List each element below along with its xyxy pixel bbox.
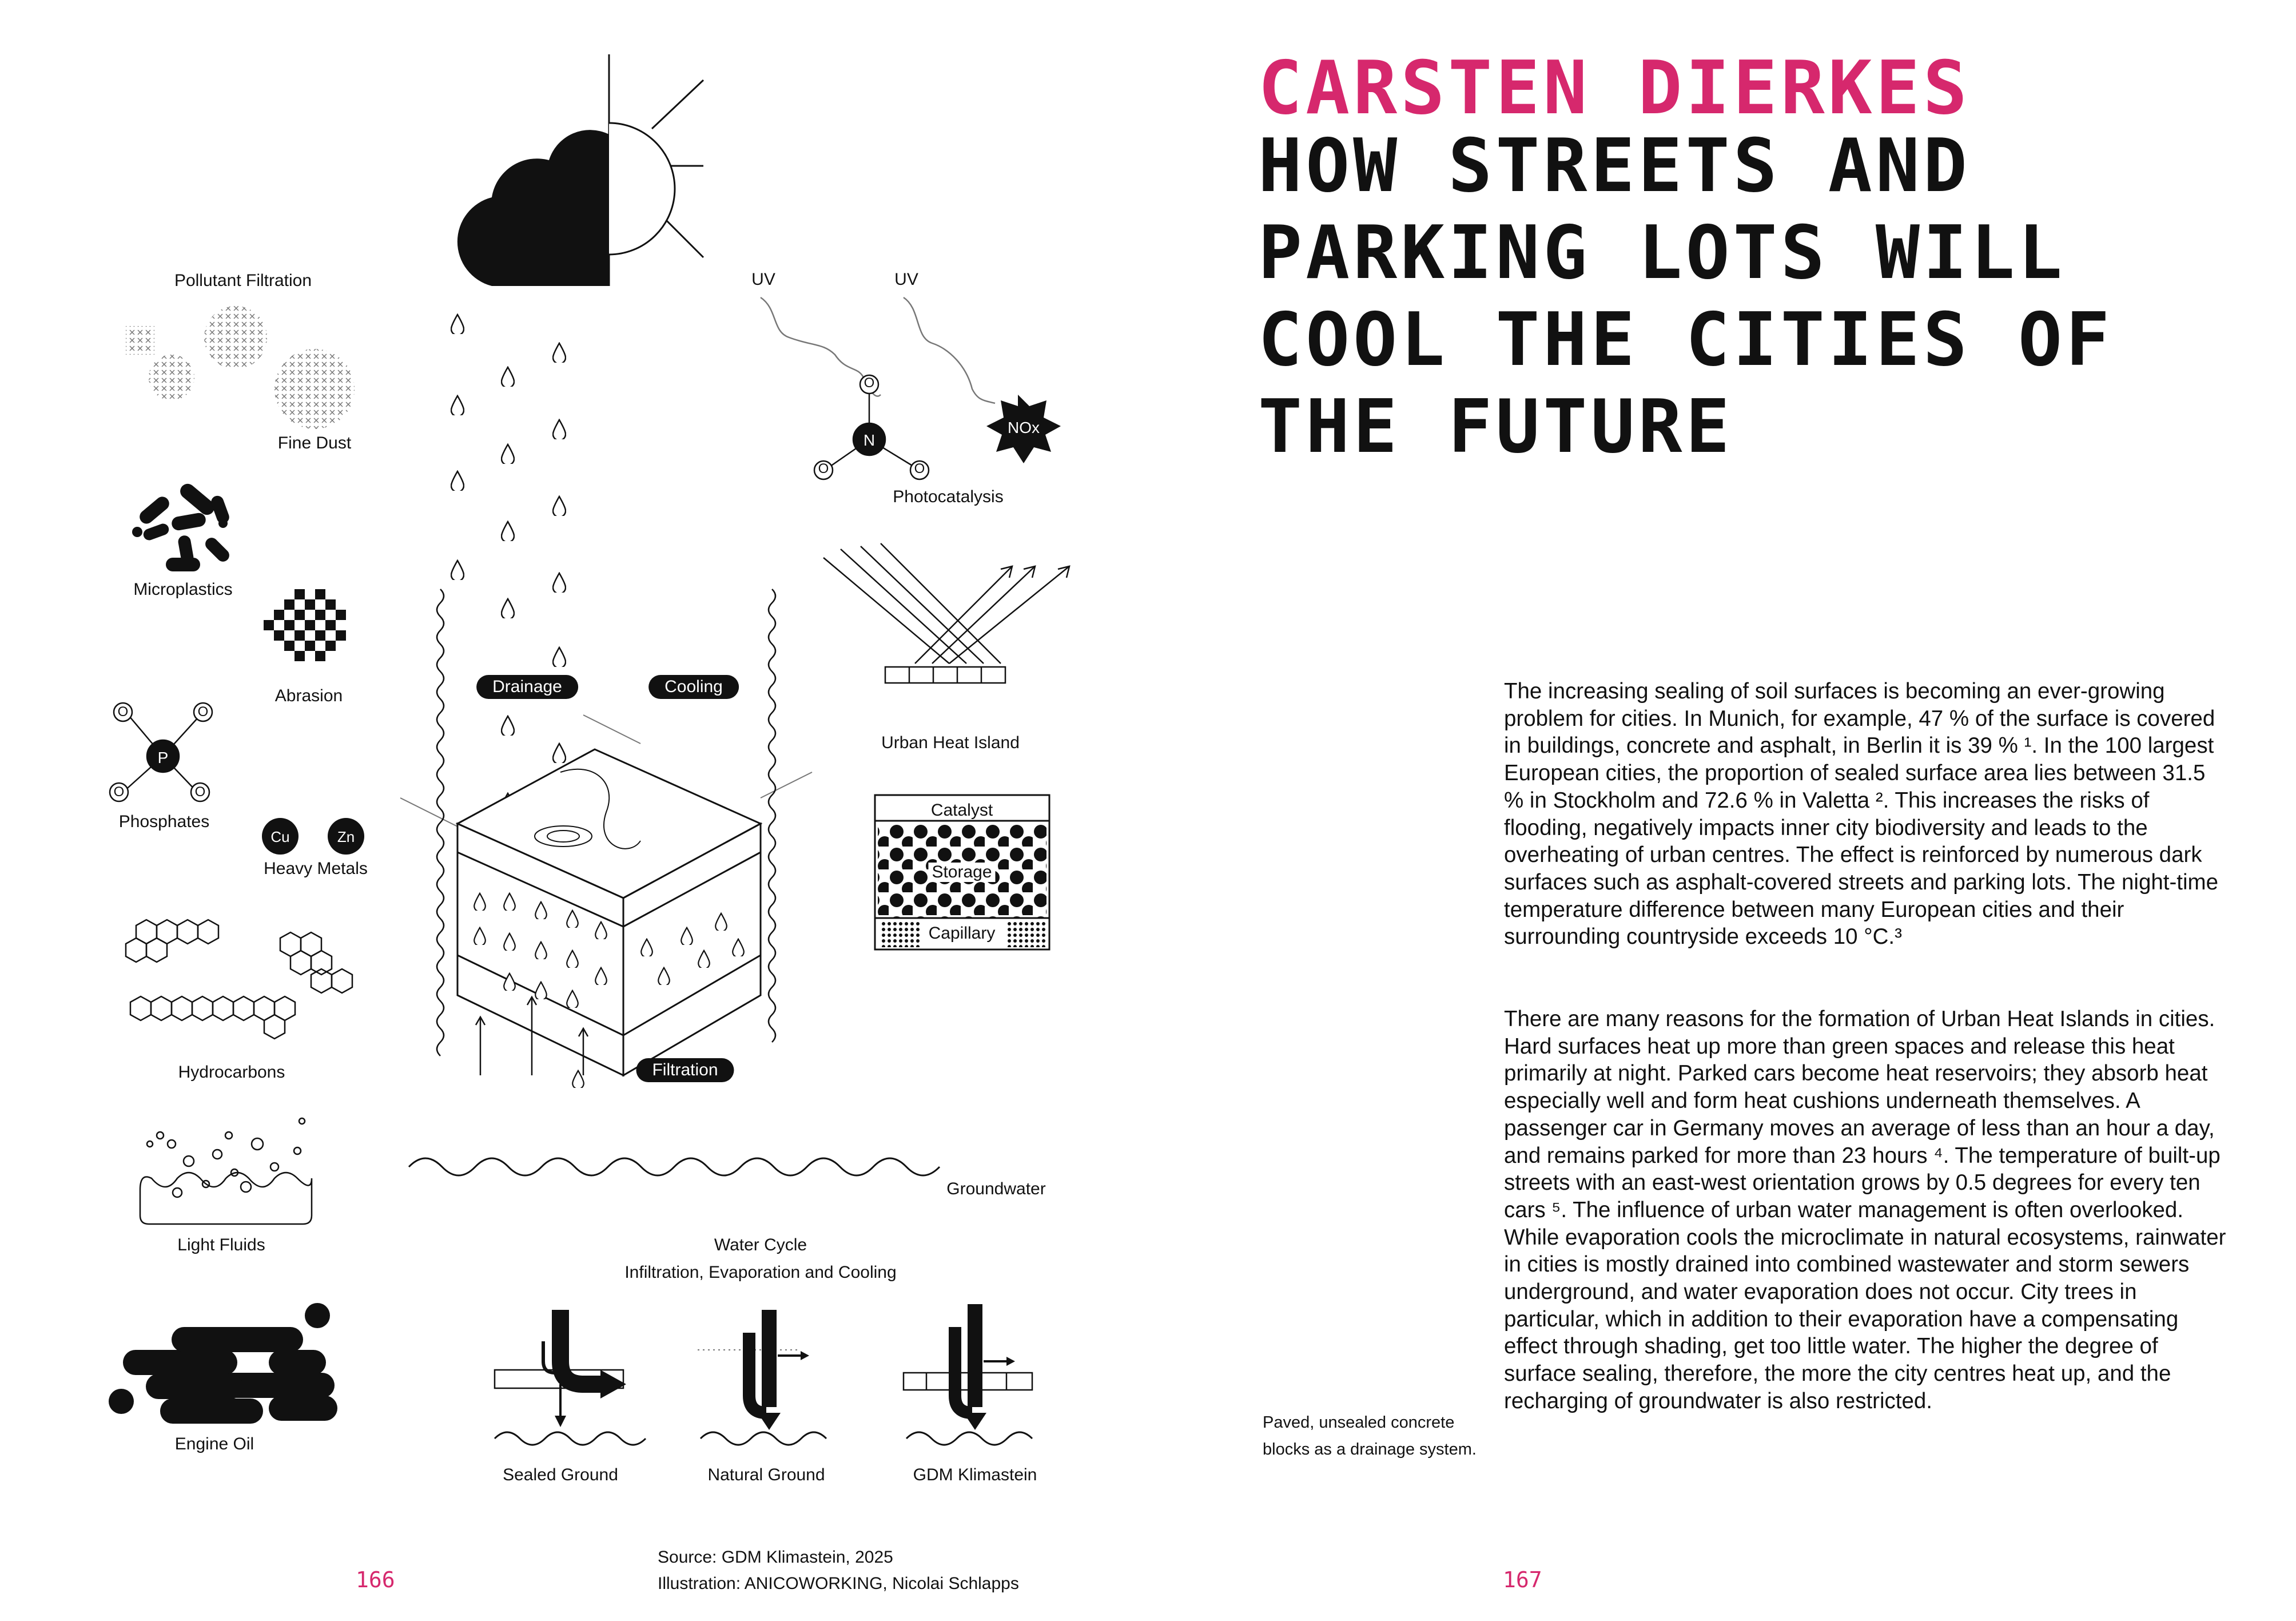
microplastics-label: Microplastics [133, 580, 233, 599]
article-title [1258, 123, 2230, 471]
cloud-sun-icon [457, 54, 703, 286]
microplastics-icon [132, 481, 232, 571]
gdm-klimastein-label: GDM Klimastein [913, 1465, 1037, 1484]
oxygen-atom: O [194, 784, 206, 800]
oxygen-atom: O [864, 375, 875, 391]
hydrocarbons-icon [126, 920, 352, 1039]
engine-oil-label: Engine Oil [174, 1435, 254, 1453]
water-cycle-title: Water Cycle [714, 1235, 807, 1254]
sealed-ground-label: Sealed Ground [503, 1465, 618, 1484]
uv-label: UV [751, 270, 775, 289]
evaporation-wave-right [769, 589, 775, 1042]
page-number-right: 167 [1503, 1567, 1542, 1592]
oxygen-atom: O [914, 461, 925, 476]
heavy-metals-label: Heavy Metals [264, 859, 368, 878]
uv-wave-2 [904, 297, 995, 403]
fine-dust-label: Fine Dust [277, 434, 352, 452]
abrasion-label: Abrasion [274, 686, 343, 705]
title-line: COOL THE CITIES OF [1258, 297, 2114, 383]
oxygen-atom: O [117, 704, 129, 720]
phosphorus-atom: P [157, 749, 169, 766]
urban-heat-island-label: Urban Heat Island [881, 733, 1020, 752]
page-number-left: 166 [356, 1567, 395, 1592]
illustration-credit: Illustration: ANICOWORKING, Nicolai Schlapps [658, 1574, 1019, 1593]
zinc-symbol: Zn [337, 828, 355, 845]
water-cycle-subtitle: Infiltration, Evaporation and Cooling [624, 1263, 897, 1282]
source-line: Source: GDM Klimastein, 2025 [658, 1548, 893, 1567]
title-line: HOW STREETS AND [1258, 124, 1971, 209]
oxygen-atom: O [197, 704, 209, 720]
image-credits [658, 1544, 1019, 1597]
capillary-label: Capillary [928, 924, 996, 943]
phosphates-label: Phosphates [118, 812, 210, 831]
oxygen-atom: O [818, 461, 829, 476]
engine-oil-icon [109, 1303, 337, 1424]
heat-reflection-icon [823, 543, 1069, 683]
body-paragraph: There are many reasons for the formation of Urban Heat Islands in cities. Hard surfaces heat up more than green spaces and release this heat primarily at night. Parked cars become heat reservoirs; they absorb heat especially well and form heat cushions underneath themselves. A passenger car in Germany moves an average of less than an hour a day, and remains parked for more than 23 hours ⁴. The temperature of built-up streets with an east-west orientation grows by 0.5 degrees for every ten cars ⁵. The influence of urban water management is often overlooked. While evaporation cools the microclimate in natural ecosystems, rainwater in cities is mostly drained into combined wastewater and storm sewers underground, and water evaporation does not occur. City trees in particular, which in addition to their evaporation have a compensating effect through shading, get too little water. The higher the degree of surface sealing, therefore, the more the city centres heat up, and the recharging of groundwater is also restricted. [1504, 1007, 2226, 1413]
author-name: CARSTEN DIERKES [1258, 46, 1971, 131]
natural-ground-diagram [698, 1310, 826, 1445]
gdm-klimastein-diagram [904, 1304, 1032, 1445]
uv-label: UV [894, 270, 918, 289]
evaporation-wave-left [437, 589, 444, 1056]
catalyst-label: Catalyst [930, 801, 993, 820]
image-caption: Paved, unsealed concrete blocks as a drainage system. [1263, 1413, 1477, 1459]
copper-symbol: Cu [270, 828, 290, 845]
drainage-pill: Drainage [476, 675, 578, 699]
natural-ground-label: Natural Ground [707, 1465, 825, 1484]
light-fluids-label: Light Fluids [177, 1235, 265, 1254]
cooling-pill: Cooling [648, 675, 739, 699]
pollutant-filtration-label: Pollutant Filtration [174, 271, 312, 290]
nitrogen-atom: N [863, 431, 876, 449]
rain-drops [451, 315, 566, 814]
body-paragraph: The increasing sealing of soil surfaces is becoming an ever-growing problem for cities. In Munich, for example, 47 % of the surface is covered in buildings, concrete and asphalt, in Berlin it is 39 % ¹. In the 100 largest European cities, the proportion of sealed surface area lies between 31.5 % in Stockholm and 72.6 % in Valetta ². This increases the risks of flooding, negatively impacts inner city biodiversity and leads to the overheating of urban centres. The effect is reinforced by numerous dark surfaces such as asphalt-covered streets and parking lots. The night-time temperature difference between many European cities and their surrounding countryside exceeds 10 °C.³ [1504, 679, 2219, 949]
title-line: PARKING LOTS WILL [1258, 210, 2066, 296]
nox-label: NOx [1008, 419, 1040, 436]
photocatalysis-label: Photocatalysis [893, 487, 1004, 506]
fine-dust-icon [126, 306, 355, 429]
groundwater-label: Groundwater [946, 1179, 1046, 1198]
hydrocarbons-label: Hydrocarbons [178, 1063, 285, 1082]
isometric-paver-block [400, 715, 812, 1075]
title-line: THE FUTURE [1258, 384, 1733, 470]
groundwater-wave [409, 1158, 940, 1175]
storage-label: Storage [928, 863, 995, 882]
light-fluids-icon [140, 1118, 312, 1224]
filtration-pill: Filtration [636, 1058, 734, 1082]
oxygen-atom: O [113, 784, 125, 800]
abrasion-icon [264, 589, 346, 661]
sealed-ground-diagram [495, 1310, 646, 1445]
